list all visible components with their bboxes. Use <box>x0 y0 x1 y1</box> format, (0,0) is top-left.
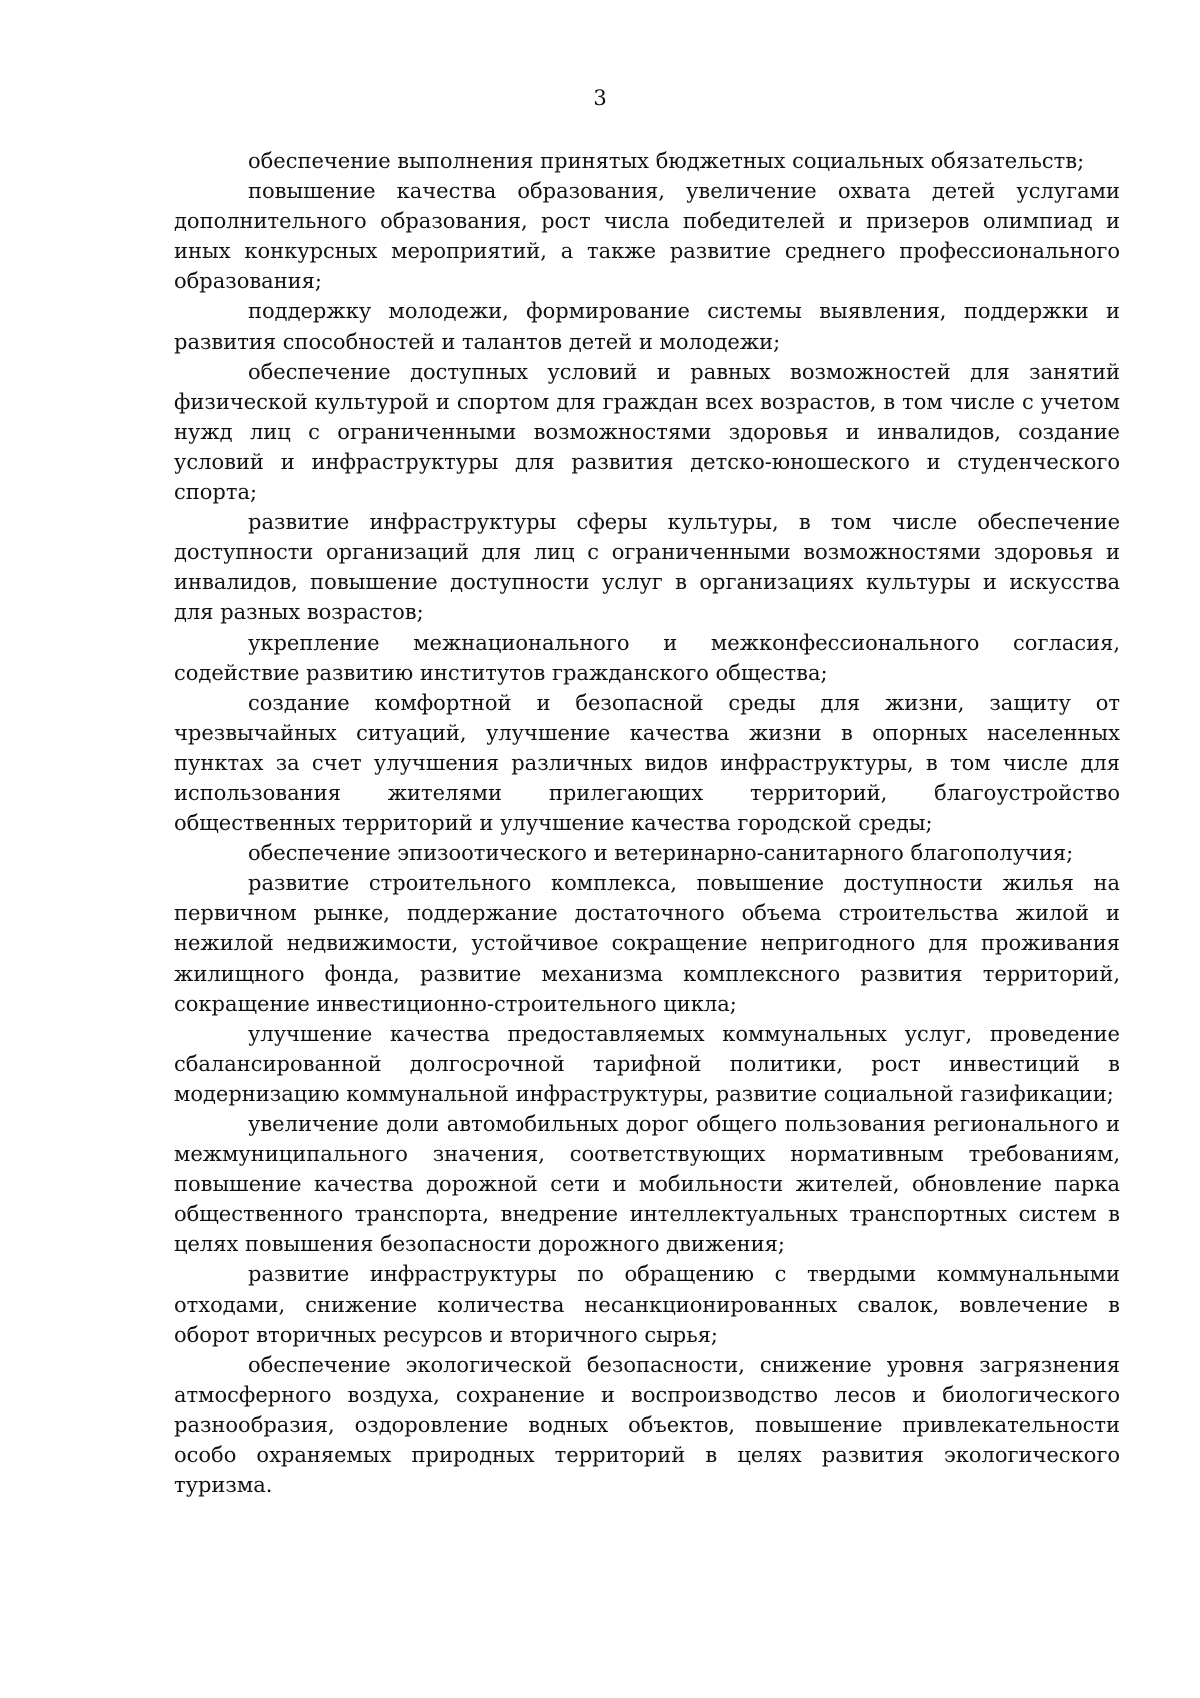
paragraph-waste-management: развитие инфраструктуры по обращению с твердыми коммунальными отходами, снижение количества несанкционированных свалок, вовлечение в оборот вторичных ресурсов и вторичного сырья; <box>174 1262 1120 1347</box>
paragraph-ecological-safety: обеспечение экологической безопасности, снижение уровня загрязнения атмосферного воздуха, сохранение и воспроизводство лесов и биологического разнообразия, оздоровление водных объектов, повышение привлекательности особо охраняемых природных территорий в целях развития экологического туризма. <box>174 1352 1120 1498</box>
paragraph-roads-transport: увеличение доли автомобильных дорог общего пользования регионального и межмуниципального значения, соответствующих нормативным требованиям, повышение качества дорожной сети и мобильности жителей, обновление парка общественного транспорта, внедрение интеллектуальных транспортных систем в целях повышения безопасности дорожного движения; <box>174 1112 1120 1257</box>
paragraph-utility-services: улучшение качества предоставляемых коммунальных услуг, проведение сбалансированной долгосрочной тарифной политики, рост инвестиций в модернизацию коммунальной инфраструктуры, развитие социальной газификации; <box>174 1021 1120 1106</box>
paragraph-interethnic-harmony: укрепление межнационального и межконфессионального согласия, содействие развитию институтов гражданского общества; <box>174 630 1120 685</box>
paragraph-construction-complex: развитие строительного комплекса, повышение доступности жилья на первичном рынке, поддержание достаточного объема строительства жилой и нежилой недвижимости, устойчивое сокращение непригодного для проживания жилищного фонда, развитие механизма комплексного развития территорий, сокращение инвестиционно-строительного цикла; <box>174 871 1120 1016</box>
page-number: 3 <box>593 86 607 110</box>
paragraph-youth-support: поддержку молодежи, формирование системы выявления, поддержки и развития способностей и талантов детей и молодежи; <box>174 299 1120 354</box>
document-body <box>174 146 1120 1500</box>
paragraph-budget-obligations: обеспечение выполнения принятых бюджетных социальных обязательств; <box>248 149 1085 173</box>
paragraph-culture-infrastructure: развитие инфраструктуры сферы культуры, в том числе обеспечение доступности организаций для лиц с ограниченными возможностями здоровья и инвалидов, повышение доступности услуг в организациях культуры и искусства для разных возрастов; <box>174 510 1120 625</box>
paragraph-safe-environment: создание комфортной и безопасной среды для жизни, защиту от чрезвычайных ситуаций, улучшение качества жизни в опорных населенных пунктах за счет улучшения различных видов инфраструктуры, в том числе для использования жителями прилегающих территорий, благоустройство общественных территорий и улучшение качества городской среды; <box>174 690 1120 836</box>
paragraph-sports-access: обеспечение доступных условий и равных возможностей для занятий физической культурой и спортом для граждан всех возрастов, в том числе с учетом нужд лиц с ограниченными возможностями здоровья и инвалидов, создание условий и инфраструктуры для развития детско-юношеского и студенческого спорта; <box>174 359 1120 505</box>
paragraph-veterinary-welfare: обеспечение эпизоотического и ветеринарно-санитарного благополучия; <box>248 841 1074 866</box>
paragraph-education-quality: повышение качества образования, увеличение охвата детей услугами дополнительного образования, рост числа победителей и призеров олимпиад и иных конкурсных мероприятий, а также развитие среднего профессионального образования; <box>174 179 1120 294</box>
